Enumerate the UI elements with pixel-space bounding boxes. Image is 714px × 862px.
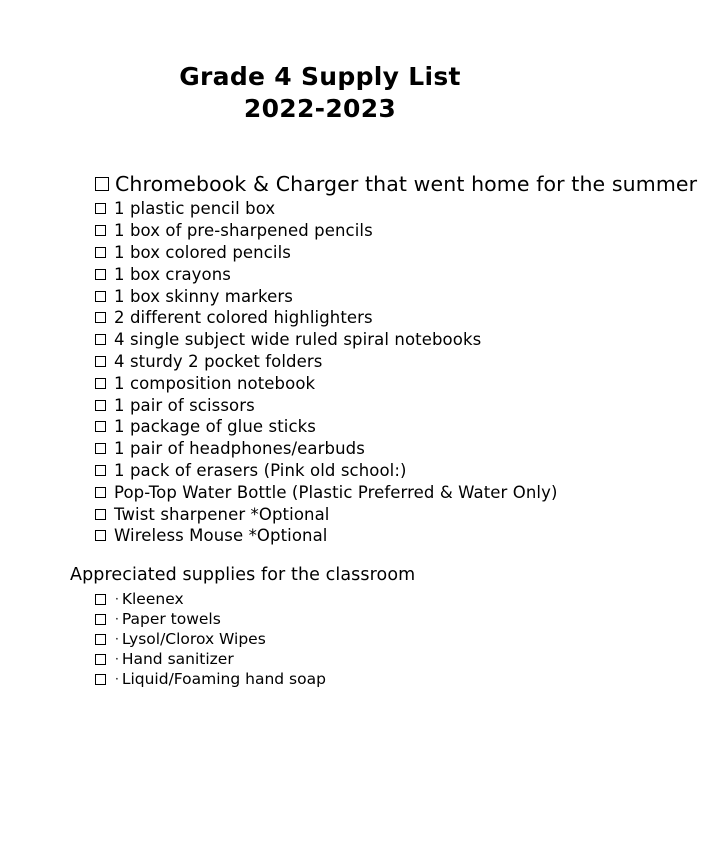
- checkbox-icon[interactable]: [95, 674, 106, 685]
- checkbox-icon[interactable]: [95, 400, 106, 411]
- classroom-supply-list: [95, 589, 326, 689]
- bullet-icon: ·: [115, 612, 119, 626]
- checkbox-icon[interactable]: [95, 312, 106, 323]
- supply-item: [95, 351, 697, 373]
- supply-item: [95, 170, 697, 198]
- checkbox-icon[interactable]: [95, 269, 106, 280]
- supply-list: [95, 170, 697, 547]
- checkbox-icon[interactable]: [95, 594, 106, 605]
- school-year: 2022-2023: [243, 94, 397, 123]
- classroom-supply-item: [95, 609, 326, 629]
- bullet-icon: ·: [115, 632, 119, 646]
- supply-item: [95, 372, 697, 394]
- bullet-icon: ·: [115, 592, 119, 606]
- checkbox-icon[interactable]: [95, 487, 106, 498]
- checkbox-icon[interactable]: [95, 247, 106, 258]
- supply-item-label: 1 pair of scissors: [114, 395, 255, 415]
- classroom-supply-item: [95, 589, 326, 609]
- checkbox-icon[interactable]: [95, 509, 106, 520]
- page-title: Grade 4 Supply List: [179, 62, 461, 91]
- checkbox-icon[interactable]: [95, 225, 106, 236]
- supply-item-label: 1 package of glue sticks: [114, 417, 316, 437]
- supply-item: [95, 460, 697, 482]
- classroom-supply-item: [95, 629, 326, 649]
- classroom-supply-item: [95, 669, 326, 689]
- classroom-supply-label: Hand sanitizer: [121, 650, 234, 668]
- supply-item-label: 1 box colored pencils: [114, 242, 291, 262]
- supply-item: [95, 416, 697, 438]
- supply-item: [95, 263, 697, 285]
- supply-item-label: 1 pair of headphones/earbuds: [114, 439, 365, 459]
- supply-item-label: 2 different colored highlighters: [114, 308, 373, 328]
- supply-item-label: 1 plastic pencil box: [114, 199, 276, 219]
- supply-item: [95, 242, 697, 264]
- checkbox-icon[interactable]: [95, 334, 106, 345]
- checkbox-icon[interactable]: [95, 356, 106, 367]
- classroom-supply-label: Paper towels: [121, 610, 221, 628]
- supply-item: [95, 307, 697, 329]
- checkbox-icon[interactable]: [95, 465, 106, 476]
- checkbox-icon[interactable]: [95, 177, 109, 191]
- supply-item-label: 1 composition notebook: [114, 373, 316, 393]
- supply-item-label: Pop-Top Water Bottle (Plastic Preferred & Water Only): [114, 482, 558, 502]
- classroom-supply-label: Lysol/Clorox Wipes: [121, 630, 266, 648]
- supply-item: [95, 285, 697, 307]
- supply-item-label: 1 box crayons: [114, 264, 231, 284]
- checkbox-icon[interactable]: [95, 421, 106, 432]
- checkbox-icon[interactable]: [95, 530, 106, 541]
- classroom-supply-item: [95, 649, 326, 669]
- classroom-supply-label: Kleenex: [121, 590, 184, 608]
- supply-item-label: Chromebook & Charger that went home for the summer: [115, 172, 698, 196]
- checkbox-icon[interactable]: [95, 614, 106, 625]
- supply-item: [95, 220, 697, 242]
- supply-item-label: Wireless Mouse *Optional: [114, 526, 328, 546]
- supply-item-label: 4 sturdy 2 pocket folders: [114, 351, 323, 371]
- supply-item: [95, 481, 697, 503]
- bullet-icon: ·: [115, 652, 119, 666]
- supply-item: [95, 329, 697, 351]
- supply-item: [95, 198, 697, 220]
- supply-item-label: 1 box skinny markers: [114, 286, 293, 306]
- supply-item-label: Twist sharpener *Optional: [114, 504, 330, 524]
- supply-item: [95, 438, 697, 460]
- checkbox-icon[interactable]: [95, 378, 106, 389]
- checkbox-icon[interactable]: [95, 203, 106, 214]
- checkbox-icon[interactable]: [95, 291, 106, 302]
- checkbox-icon[interactable]: [95, 634, 106, 645]
- supply-item: [95, 503, 697, 525]
- classroom-supplies-heading: Appreciated supplies for the classroom: [70, 565, 416, 585]
- supply-item-label: 4 single subject wide ruled spiral notebooks: [114, 330, 482, 350]
- checkbox-icon[interactable]: [95, 443, 106, 454]
- checkbox-icon[interactable]: [95, 654, 106, 665]
- supply-item: [95, 525, 697, 547]
- supply-item-label: 1 box of pre-sharpened pencils: [114, 221, 373, 241]
- classroom-supply-label: Liquid/Foaming hand soap: [121, 670, 326, 688]
- supply-item-label: 1 pack of erasers (Pink old school:): [114, 460, 407, 480]
- bullet-icon: ·: [115, 672, 119, 686]
- supply-item: [95, 394, 697, 416]
